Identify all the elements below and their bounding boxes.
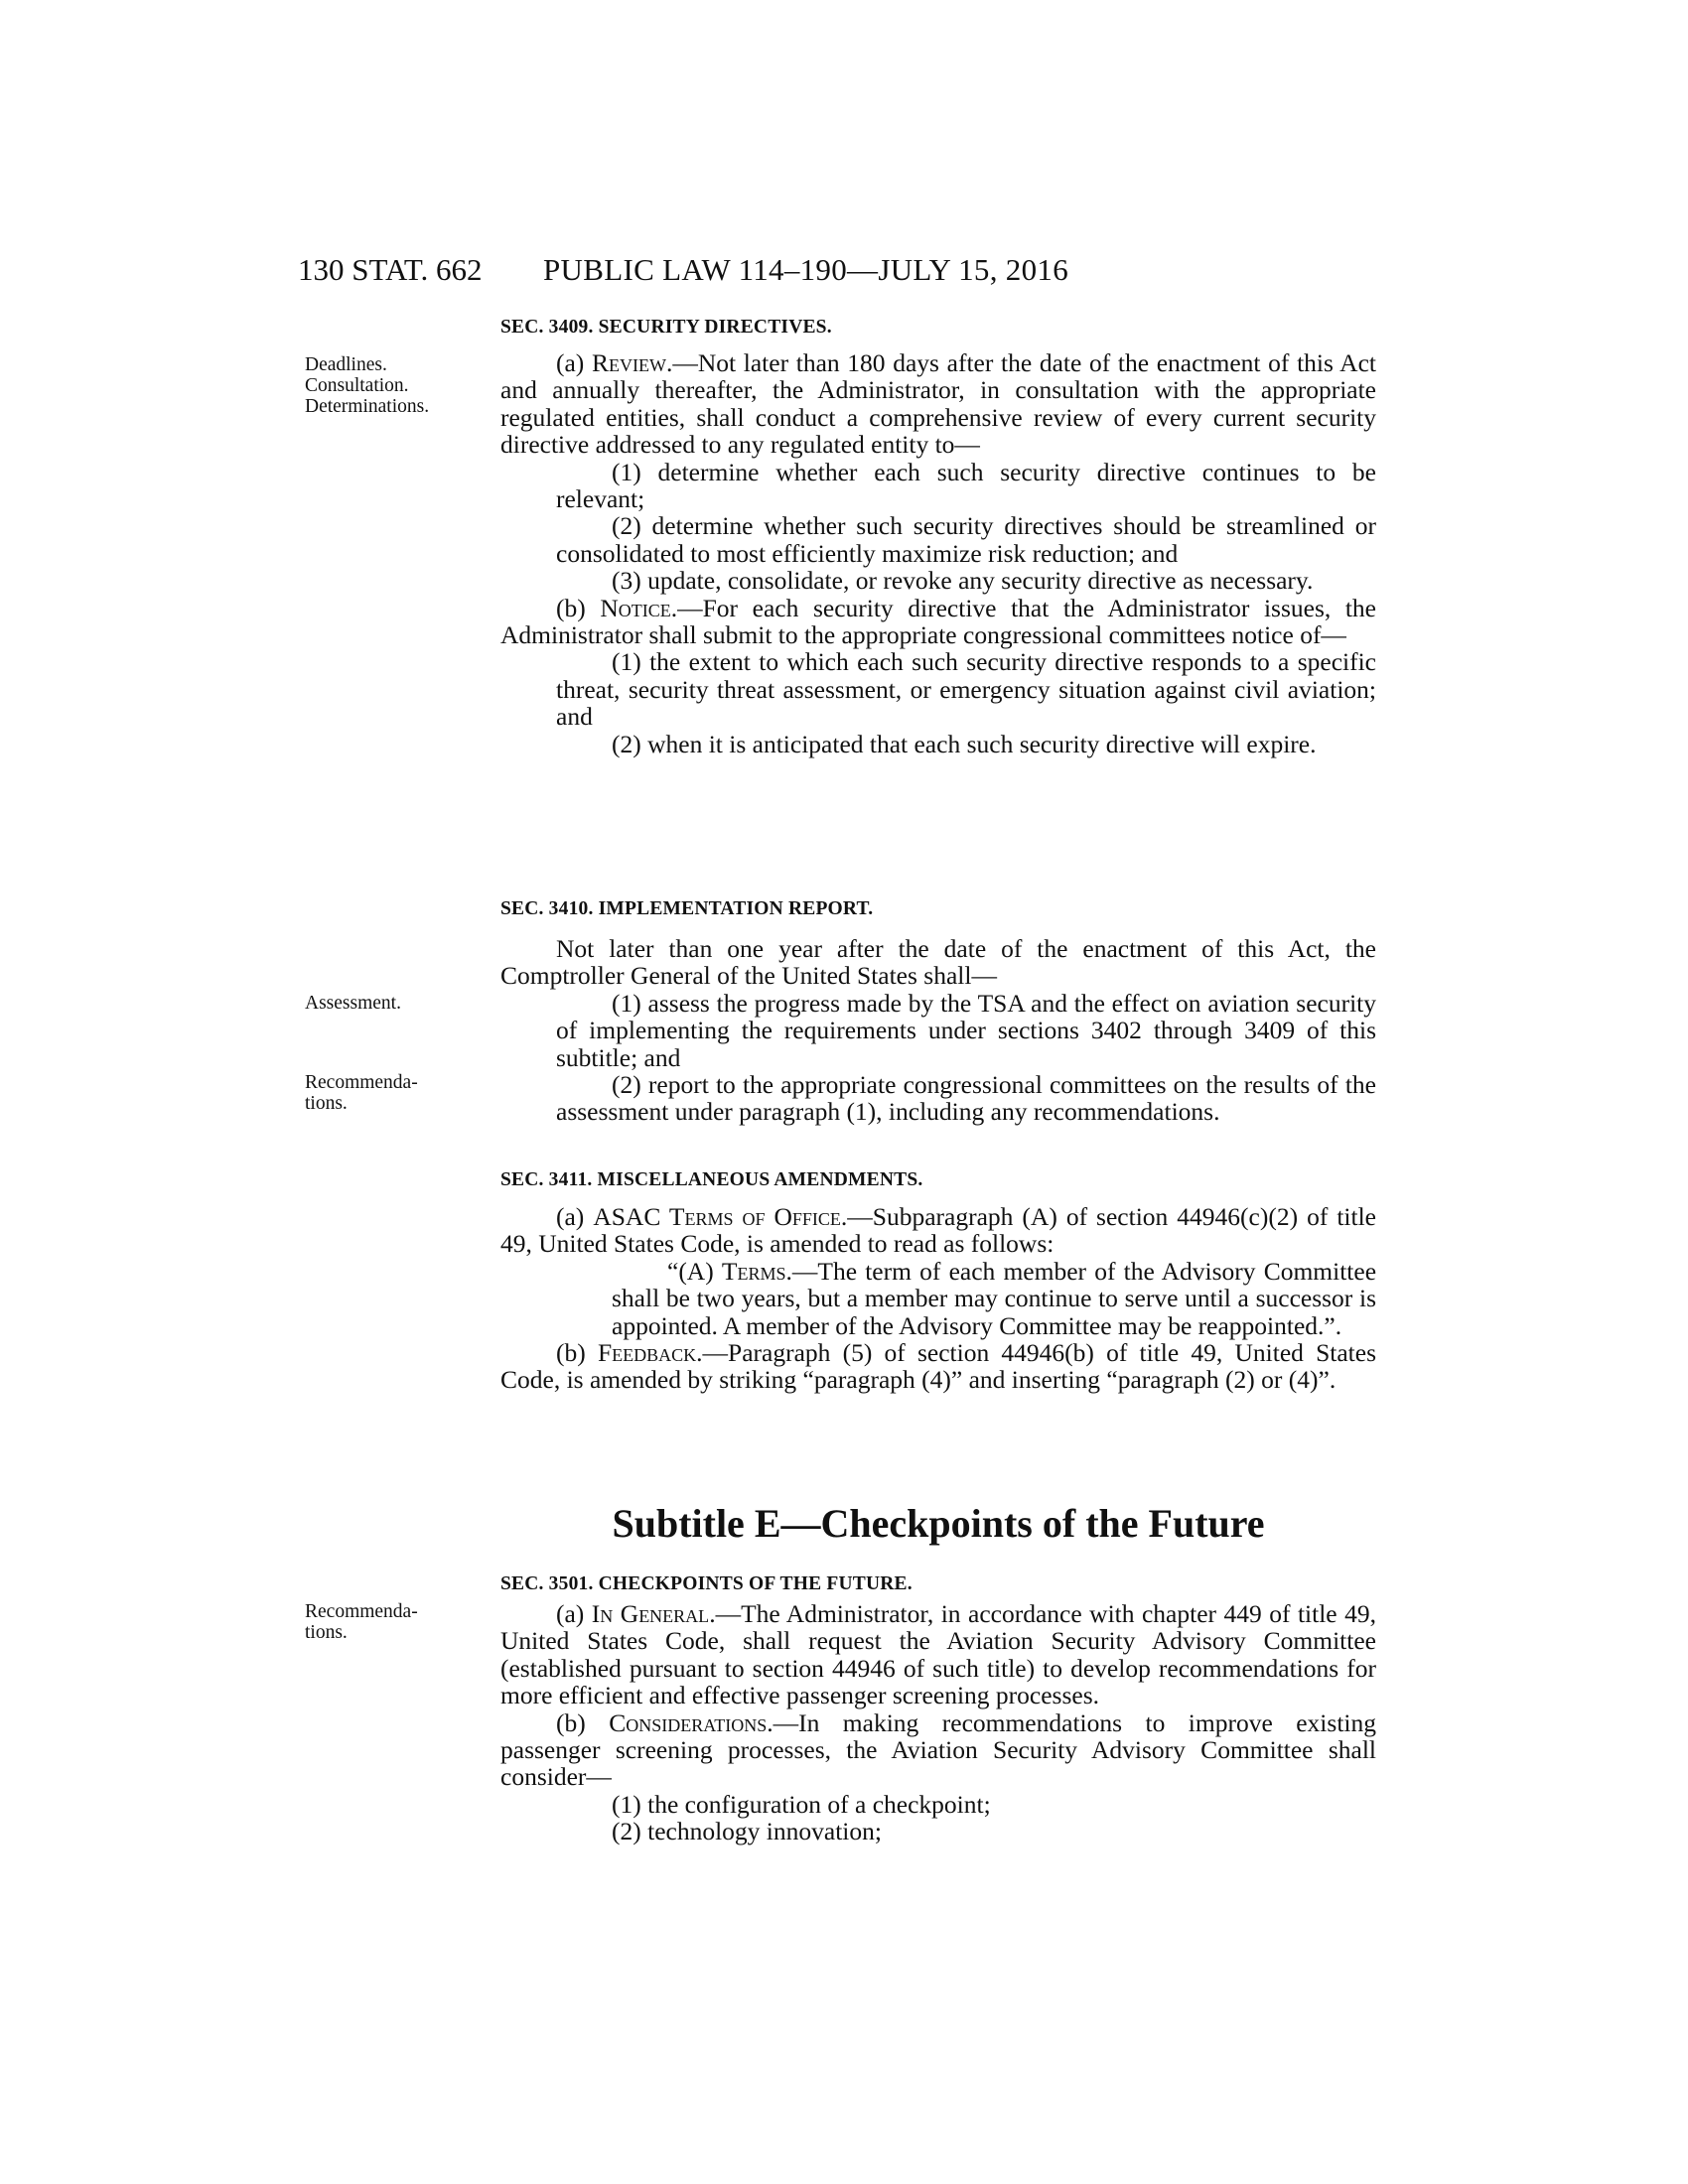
subsection-text: .—For each security directive that the Administrator issues, the Administrator shall submit to the appropriate congressional committees notice of— xyxy=(500,593,1376,650)
subsection-caption: Feedback xyxy=(597,1338,697,1368)
stat-citation: 130 STAT. 662 xyxy=(298,252,483,287)
margin-note-recommendations-1 xyxy=(305,1072,489,1114)
section-body-3409 xyxy=(500,349,1376,757)
section-heading-3409: SEC. 3409. SECURITY DIRECTIVES. xyxy=(500,317,832,338)
law-title: PUBLIC LAW 114–190—JULY 15, 2016 xyxy=(543,252,1069,287)
subsection-caption: In General xyxy=(591,1599,710,1628)
margin-note-line: Determinations. xyxy=(305,396,430,417)
subsection-label: (a) xyxy=(556,348,592,377)
paragraph-b1: (1) the extent to which each such security directive responds to a specific threat, security threat assessment, or emergency situation against civil aviation; and xyxy=(556,647,1376,732)
paragraph-a3: (3) update, consolidate, or revoke any security directive as necessary. xyxy=(612,566,1314,596)
running-head xyxy=(298,250,1231,290)
subtitle-heading: Subtitle E—Checkpoints of the Future xyxy=(612,1501,1265,1546)
subsection-label: (b) xyxy=(556,593,601,622)
subsection-b xyxy=(500,1339,1376,1394)
subsection-caption: Considerations xyxy=(609,1707,768,1737)
paragraph-a2: (2) determine whether such security directives should be streamlined or consolidated to most efficiently maximize risk reduction; and xyxy=(556,511,1376,568)
margin-note-line: Recommenda- xyxy=(305,1072,418,1093)
quote-label: “(A) xyxy=(667,1256,722,1286)
margin-note-line: tions. xyxy=(305,1622,348,1643)
section-heading-3411: SEC. 3411. MISCELLANEOUS AMENDMENTS. xyxy=(500,1169,923,1190)
paragraph-a1: (1) determine whether each such security directive continues to be relevant; xyxy=(556,457,1376,514)
margin-note-line: Assessment. xyxy=(305,993,401,1014)
section-body-3501 xyxy=(500,1600,1376,1845)
subsection-b xyxy=(500,595,1376,649)
section-heading-3501: SEC. 3501. CHECKPOINTS OF THE FUTURE. xyxy=(500,1573,913,1594)
subsection-caption: ASAC Terms of Office xyxy=(593,1202,841,1231)
margin-note-line: Recommenda- xyxy=(305,1601,418,1622)
margin-note-line: tions. xyxy=(305,1093,348,1114)
paragraph-b2: (2) when it is anticipated that each such security directive will expire. xyxy=(612,729,1317,758)
subsection-text: .—In making recommendations to improve existing passenger screening processes, the Aviation Security Advisory Committee shall consider— xyxy=(500,1707,1376,1792)
subsection-label: (a) xyxy=(556,1202,594,1231)
section-intro: Not later than one year after the date of the enactment of this Act, the Comptroller General of the United States shall— xyxy=(500,934,1376,991)
subsection-label: (b) xyxy=(556,1707,610,1737)
subsection-text: .—The Administrator, in accordance with chapter 449 of title 49, United States Code, shall request the Aviation Security Advisory Committee (established pursuant to section 44946 of such title) to develop recommendations for more efficient and effective passenger screening processes. xyxy=(500,1599,1376,1710)
subsection-text: .—Subparagraph (A) of section 44946(c)(2) of title 49, United States Code, is amended to read as follows: xyxy=(500,1202,1376,1259)
subsection-text: .—Not later than 180 days after the date of the enactment of this Act and annually thereafter, the Administrator, in consultation with the appropriate regulated entities, shall conduct a comprehensive review of every current security directive addressed to any regulated entity to— xyxy=(500,348,1377,460)
margin-note-recommendations-2 xyxy=(305,1601,489,1643)
margin-note-deadlines xyxy=(305,354,489,417)
quote-caption: Terms xyxy=(721,1256,786,1286)
paragraph-1: (1) assess the progress made by the TSA and the effect on aviation security of implementing the requirements under sections 3402 through 3409 of this subtitle; and xyxy=(556,988,1376,1072)
section-body-3411 xyxy=(500,1203,1376,1394)
quoted-amendment xyxy=(612,1258,1376,1339)
subsection-label: (b) xyxy=(556,1338,598,1368)
section-heading-3410: SEC. 3410. IMPLEMENTATION REPORT. xyxy=(500,898,874,919)
subsection-b xyxy=(500,1709,1376,1791)
subsection-text: .—Paragraph (5) of section 44946(b) of title 49, United States Code, is amended by striking “paragraph (4)” and inserting “paragraph (2) or (4)”. xyxy=(500,1338,1377,1395)
subsection-a xyxy=(500,1600,1376,1709)
paragraph-b2: (2) technology innovation; xyxy=(612,1817,882,1846)
subsection-a xyxy=(500,349,1376,459)
section-body-3410 xyxy=(500,935,1376,1126)
margin-note-line: Deadlines. xyxy=(305,354,387,375)
quote-text: .—The term of each member of the Advisory Committee shall be two years, but a member may continue to serve until a successor is appointed. A member of the Advisory Committee may be reappointed.”. xyxy=(612,1256,1377,1340)
subsection-caption: Review xyxy=(591,348,666,377)
subsection-caption: Notice xyxy=(600,593,671,622)
paragraph-2: (2) report to the appropriate congressional committees on the results of the assessment under paragraph (1), including any recommendations. xyxy=(556,1070,1376,1127)
margin-note-assessment xyxy=(305,993,489,1014)
subsection-a xyxy=(500,1203,1376,1258)
subsection-label: (a) xyxy=(556,1599,592,1628)
paragraph-b1: (1) the configuration of a checkpoint; xyxy=(612,1789,991,1819)
margin-note-line: Consultation. xyxy=(305,375,409,396)
